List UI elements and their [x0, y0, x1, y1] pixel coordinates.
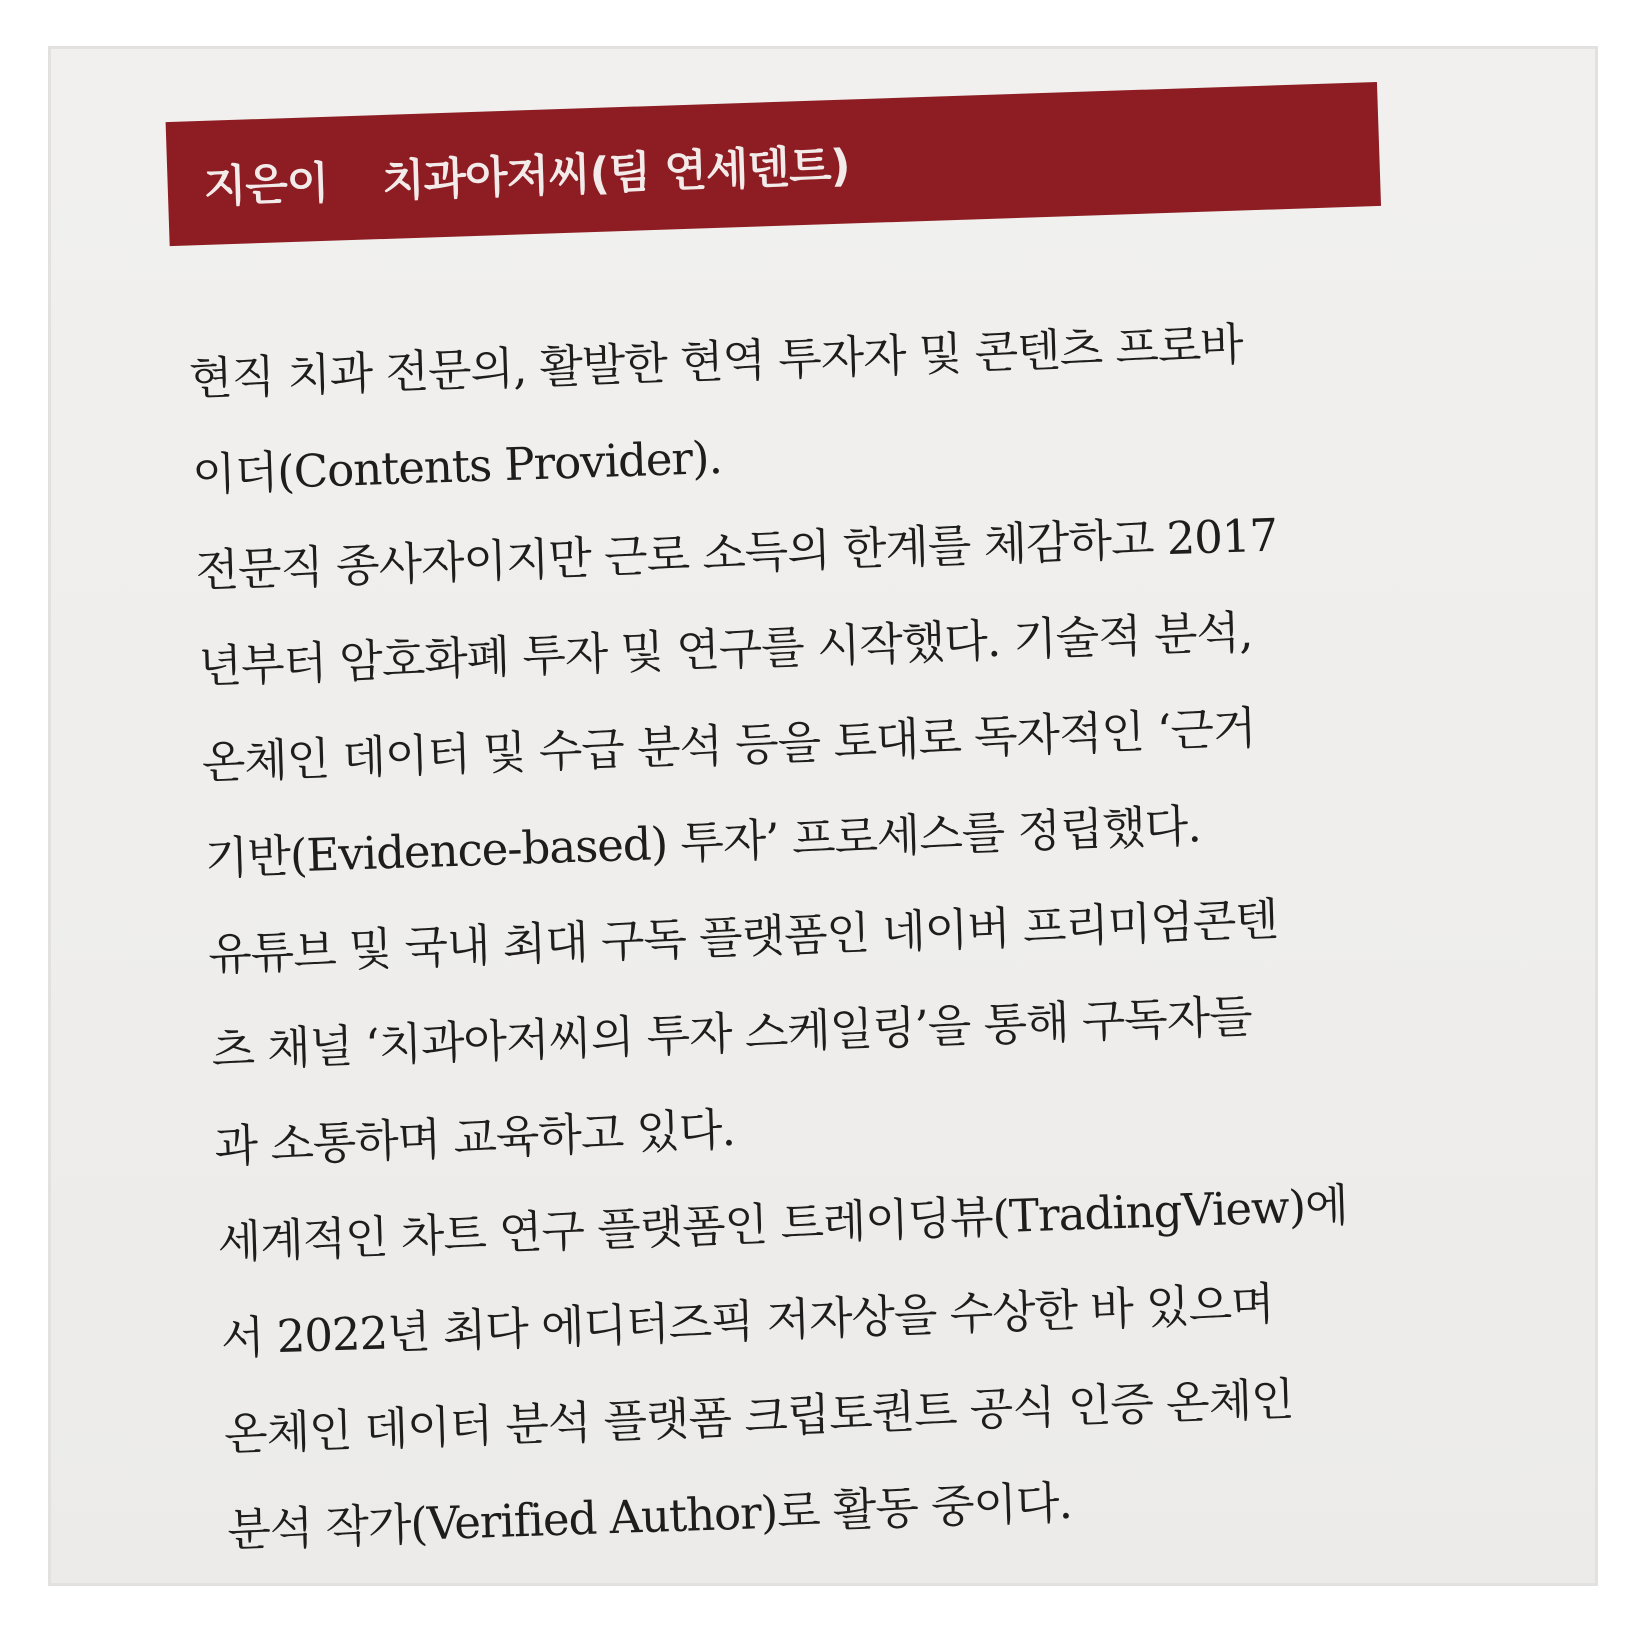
bio-line: 이더(Contents Provider).	[191, 430, 723, 502]
bio-line: 현직 치과 전문의, 활발한 현역 투자자 및 콘텐츠 프로바	[188, 317, 1244, 406]
bio-line: 유튜브 및 국내 최대 구독 플랫폼인 네이버 프리미엄콘텐	[207, 892, 1279, 982]
bio-line: 년부터 암호화폐 투자 및 연구를 시작했다. 기술적 분석,	[197, 605, 1254, 694]
bio-line: 온체인 데이터 분석 플랫폼 크립토퀀트 공식 인증 온체인	[223, 1372, 1295, 1461]
page-content	[48, 46, 1598, 1585]
bio-line: 과 소통하며 교육하고 있다.	[213, 1102, 736, 1174]
author-bio	[188, 291, 1459, 1579]
book-page	[48, 46, 1598, 1586]
bio-line: 서 2022년 최다 에디터즈픽 저자상을 수상한 바 있으며	[220, 1277, 1275, 1365]
bio-line: 츠 채널 ‘치과아저씨의 투자 스케일링’을 통해 구독자들	[210, 989, 1253, 1078]
author-label: 지은이	[202, 157, 330, 213]
author-banner	[166, 82, 1381, 246]
author-name: 치과아저씨(팀 연세덴트)	[381, 140, 851, 207]
bio-line: 전문직 종사자이지만 근로 소득의 한계를 체감하고 2017	[194, 508, 1278, 598]
bio-line: 온체인 데이터 및 수급 분석 등을 토대로 독자적인 ‘근거	[200, 701, 1257, 790]
bio-line: 세계적인 차트 연구 플랫폼인 트레이딩뷰(TradingView)에	[216, 1178, 1349, 1270]
bio-line: 분석 작가(Verified Author)로 활동 중이다.	[226, 1475, 1073, 1557]
bio-line: 기반(Evidence-based) 투자’ 프로세스를 정립했다.	[204, 799, 1202, 886]
